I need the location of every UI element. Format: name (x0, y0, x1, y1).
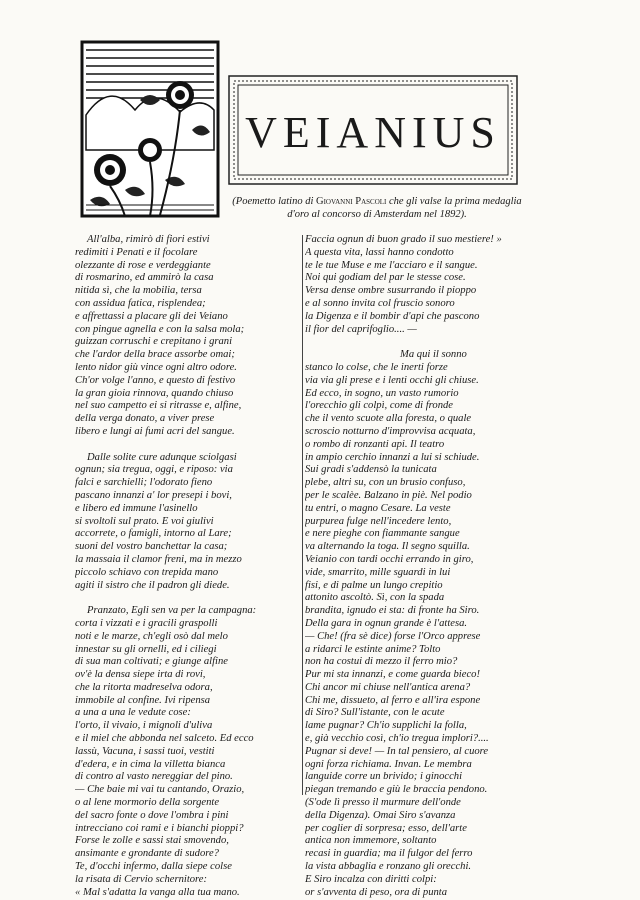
verse-line: intrecciano coi rami e i bianchi pioppi? (75, 822, 244, 834)
verse-line: ognun; sia tregua, oggi, e riposo: via (75, 464, 233, 476)
verse-line: corta i vizzati e i gracili graspolli (75, 617, 218, 629)
verse-line: redimiti i Penati e il focolare (75, 246, 198, 258)
subtitle-pre: (Poemetto latino di (232, 196, 314, 207)
verse-line: A questa vita, lassi hanno condotto (305, 246, 454, 258)
verse-line: Veianio con tardi occhi errando in giro, (305, 553, 474, 565)
verse-line: va alternando la toga. Il segno squilla. (305, 541, 470, 553)
verse-line: accorrete, o famigli, intorno al Lare; (75, 528, 232, 540)
author-name: Giovanni Pascoli (316, 196, 387, 207)
verse-line: or s'avventa di peso, ora di punta (305, 886, 448, 898)
verse-line: d'edera, e in cima la villetta bianca (75, 758, 226, 770)
verse-line: e nere pieghe con fiammante sangue (305, 528, 460, 540)
verse-line: che la ritorta madreselva odora, (75, 681, 213, 693)
verse-line: lento nidor giù vince ogni altro odore. (75, 361, 237, 373)
verse-line: — Che! (fra sè dice) forse l'Orco apprese (305, 630, 481, 642)
verse-line: vide, smarrito, mille sguardi in lui (305, 566, 451, 578)
right-column (305, 234, 547, 899)
verse-line: di contro al vasto nereggiar del pino. (75, 771, 233, 783)
verse-line: della verga donato, a viver prese (75, 413, 215, 425)
verse-line: Chi ancor mi chiuse nell'antica arena? (305, 681, 471, 693)
verse-line: Ma qui il sonno (400, 349, 467, 361)
verse-line: te le tue Muse e me l'acciaro e il sangue. (305, 259, 478, 271)
verse-line: olezzante di rose e verdeggiante (75, 259, 211, 271)
verse-line: che l'ardor della brace assorbe omai; (75, 349, 235, 361)
verse-line: pascano innanzi a' lor presepi i bovi, (75, 489, 232, 501)
verse-line: piegan tremando e giù le braccia pendono. (305, 784, 488, 796)
verse-line: o al lene mormorio della sorgente (75, 797, 220, 809)
verse-line: ansimante e grondante di sudore? (75, 848, 219, 860)
verse-line: non ha costui di mezzo il ferro mio? (305, 656, 458, 668)
verse-line: attonito ascoltò. Sì, con la spada (305, 592, 445, 604)
verse-line: Dalle solite cure adunque sciolgasi (87, 451, 237, 463)
verse-line: della Digenza). Omai Siro s'avanza (305, 809, 456, 821)
verse-line: Della gara in ognun grande è l'attesa. (305, 617, 468, 629)
verse-line: purpurea fulge nell'incedere lento, (305, 515, 452, 527)
verse-line: che il vento scuote alla foresta, o quale (305, 413, 472, 425)
subtitle-post: che gli valse la prima medaglia d'oro al concorso di Amsterdam nel 1892). (287, 196, 522, 220)
verse-line: lassù, Vacuna, i sassi tuoi, vestiti (75, 745, 215, 757)
verse-line: Ch'or volge l'anno, e questo di festivo (75, 374, 236, 386)
verse-line: per le scalèe. Balzano in piè. Nel podio (305, 489, 472, 501)
stanza (75, 605, 303, 899)
verse-line: recasi in guardia; ma il fulgor del ferro (305, 848, 473, 860)
verse-line: la risata di Cervio schernitore: (75, 873, 208, 885)
verse-line: a ridarci le estinte anime? Tolto (305, 643, 441, 655)
verse-line: antica non immemore, soltanto (305, 835, 437, 847)
verse-line: plebe, altri su, con un brusio confuso, (305, 477, 466, 489)
verse-line: del sacro fonte o dove l'ombra i pini (75, 809, 229, 821)
verse-line: e, già vecchio così, ch'io tregua implori?.... (305, 733, 489, 745)
verse-line: fisi, e di palme un lungo crepitio (305, 579, 443, 591)
verse-line: di sua man coltivati; e giunge alfine (75, 656, 228, 668)
verse-line: e libero ed immune l'asinello (75, 502, 198, 514)
verse-line: Pugnar si deve! — In tal pensiero, al cuore (305, 745, 489, 757)
verse-line: libero e lungi ai fumi acri del sangue. (75, 425, 235, 437)
left-column (75, 234, 303, 899)
stanza (75, 452, 303, 593)
verse-line: stanco lo colse, che le inerti forze (305, 361, 448, 373)
verse-line: la massaia il clamor freni, ma in mezzo (75, 553, 242, 565)
verse-line: innestar su gli ornelli, ed i ciliegi (75, 643, 217, 655)
verse-line: Pur mi sta innanzi, e come guarda bieco! (305, 669, 480, 681)
verse-line: Sui gradi s'addensò la tunicata (305, 464, 437, 476)
verse-line: lame pugnar? Ch'io supplichi la folla, (305, 720, 467, 732)
title-box (228, 75, 518, 185)
verse-line: — Che baie mi vai tu cantando, Orazio, (75, 784, 245, 796)
verse-line: la vista abbaglia e ronzano gli orecchi. (305, 861, 472, 873)
verse-line: Te, d'occhi infermo, dalla siepe colse (75, 861, 232, 873)
verse-line: di Siro? Sull'istante, con le acute (305, 707, 445, 719)
verse-line: di rosmarino, ed ammirò la casa (75, 272, 214, 284)
verse-line: e il miel che abbonda nel salceto. Ed ecco (75, 733, 254, 745)
verse-line: l'orto, il vivaio, i mignoli d'uliva (75, 720, 213, 732)
verse-line: la gran gioia rinnova, quando chiuso (75, 387, 234, 399)
verse-line: Forse le zolle e sassi stai smovendo, (75, 835, 229, 847)
verse-line: All'alba, rimirò di fiori estivi (87, 234, 210, 245)
verse-line: tu entri, o magno Cesare. La veste (305, 502, 451, 514)
verse-line: l'orecchio gli colpì, come di fronde (305, 400, 453, 412)
column-divider (302, 235, 303, 795)
verse-line: « Mal s'adatta la vanga alla tua mano. (75, 886, 240, 898)
verse-line: piccolo schiavo con trepida mano (75, 566, 219, 578)
stanza (305, 234, 547, 336)
verse-line: E Siro incalza con diritti colpi: (305, 873, 437, 885)
verse-line: si svoltoli sul prato. E voi giulivi (75, 515, 214, 527)
subtitle (232, 195, 522, 221)
verse-line: noti e le marze, ch'egli osò dal melo (75, 630, 228, 642)
verse-line: nitida sì, che la mobilia, tersa (75, 285, 202, 297)
stanza (75, 234, 303, 439)
verse-line: e affrettassi a placare gli dei Veiano (75, 310, 228, 322)
verse-line: Chi me, dissueto, al ferro e all'ira espone (305, 694, 481, 706)
rose-woodcut-illustration (80, 40, 220, 218)
verse-line: guizzan corruschi e crepitano i grani (75, 336, 233, 348)
verse-line: Versa dense ombre susurrando il pioppo (305, 285, 477, 297)
verse-line: Pranzato, Egli sen va per la campagna: (87, 605, 257, 617)
verse-line: scroscio notturno d'improvvisa acquata, (305, 425, 476, 437)
verse-line: in ampio cerchio innanzi a lui si schiude. (305, 451, 480, 463)
verse-line: la Digenza e il bombir d'api che pascono (305, 310, 480, 322)
verse-line: o rombo di ronzanti api. Il teatro (305, 438, 445, 450)
verse-line: con assidua fatica, risplendea; (75, 297, 206, 309)
verse-line: per coglier di sorpresa; esso, dell'arte (305, 822, 467, 834)
verse-line: nel suo campetto ei si ritrasse e, alfine, (75, 400, 242, 412)
verse-line: e al sonno invita col fruscio sonoro (305, 297, 455, 309)
verse-line: immobile al confine. Ivi ripensa (75, 694, 211, 706)
verse-line: via via gli prese e i lenti occhi gli chiuse. (305, 374, 479, 386)
verse-line: suoni del vostro banchettar la casa; (75, 541, 228, 553)
verse-line: ov'è la densa siepe irta di rovi, (75, 669, 206, 681)
verse-line: ogni forza richiama. Invan. Le membra (305, 758, 472, 770)
verse-line: a una a una le vedute cose: (75, 707, 191, 719)
stanza (305, 349, 547, 899)
verse-line: Noi qui godiam del par le stesse cose. (305, 272, 466, 284)
verse-line: Faccia ognun di buon grado il suo mestiere! » (305, 234, 502, 245)
verse-line: languide corre un brivido; i ginocchi (305, 771, 463, 783)
verse-line: con pingue agnella e con la salsa mola; (75, 323, 245, 335)
verse-line: falci e sarchielli; l'odorato fieno (75, 477, 213, 489)
poem-title: VEIANIUS (245, 108, 501, 157)
verse-line: il fior del caprifoglio.... — (305, 323, 417, 335)
verse-line: (S'ode lì presso il murmure dell'onde (305, 797, 461, 809)
verse-line: agiti il sistro che il padron gli diede. (75, 579, 230, 591)
verse-line: Ed ecco, in sogno, un vasto rumorio (305, 387, 459, 399)
verse-line: brandita, ignudo ei sta: di fronte ha Siro. (305, 605, 480, 617)
